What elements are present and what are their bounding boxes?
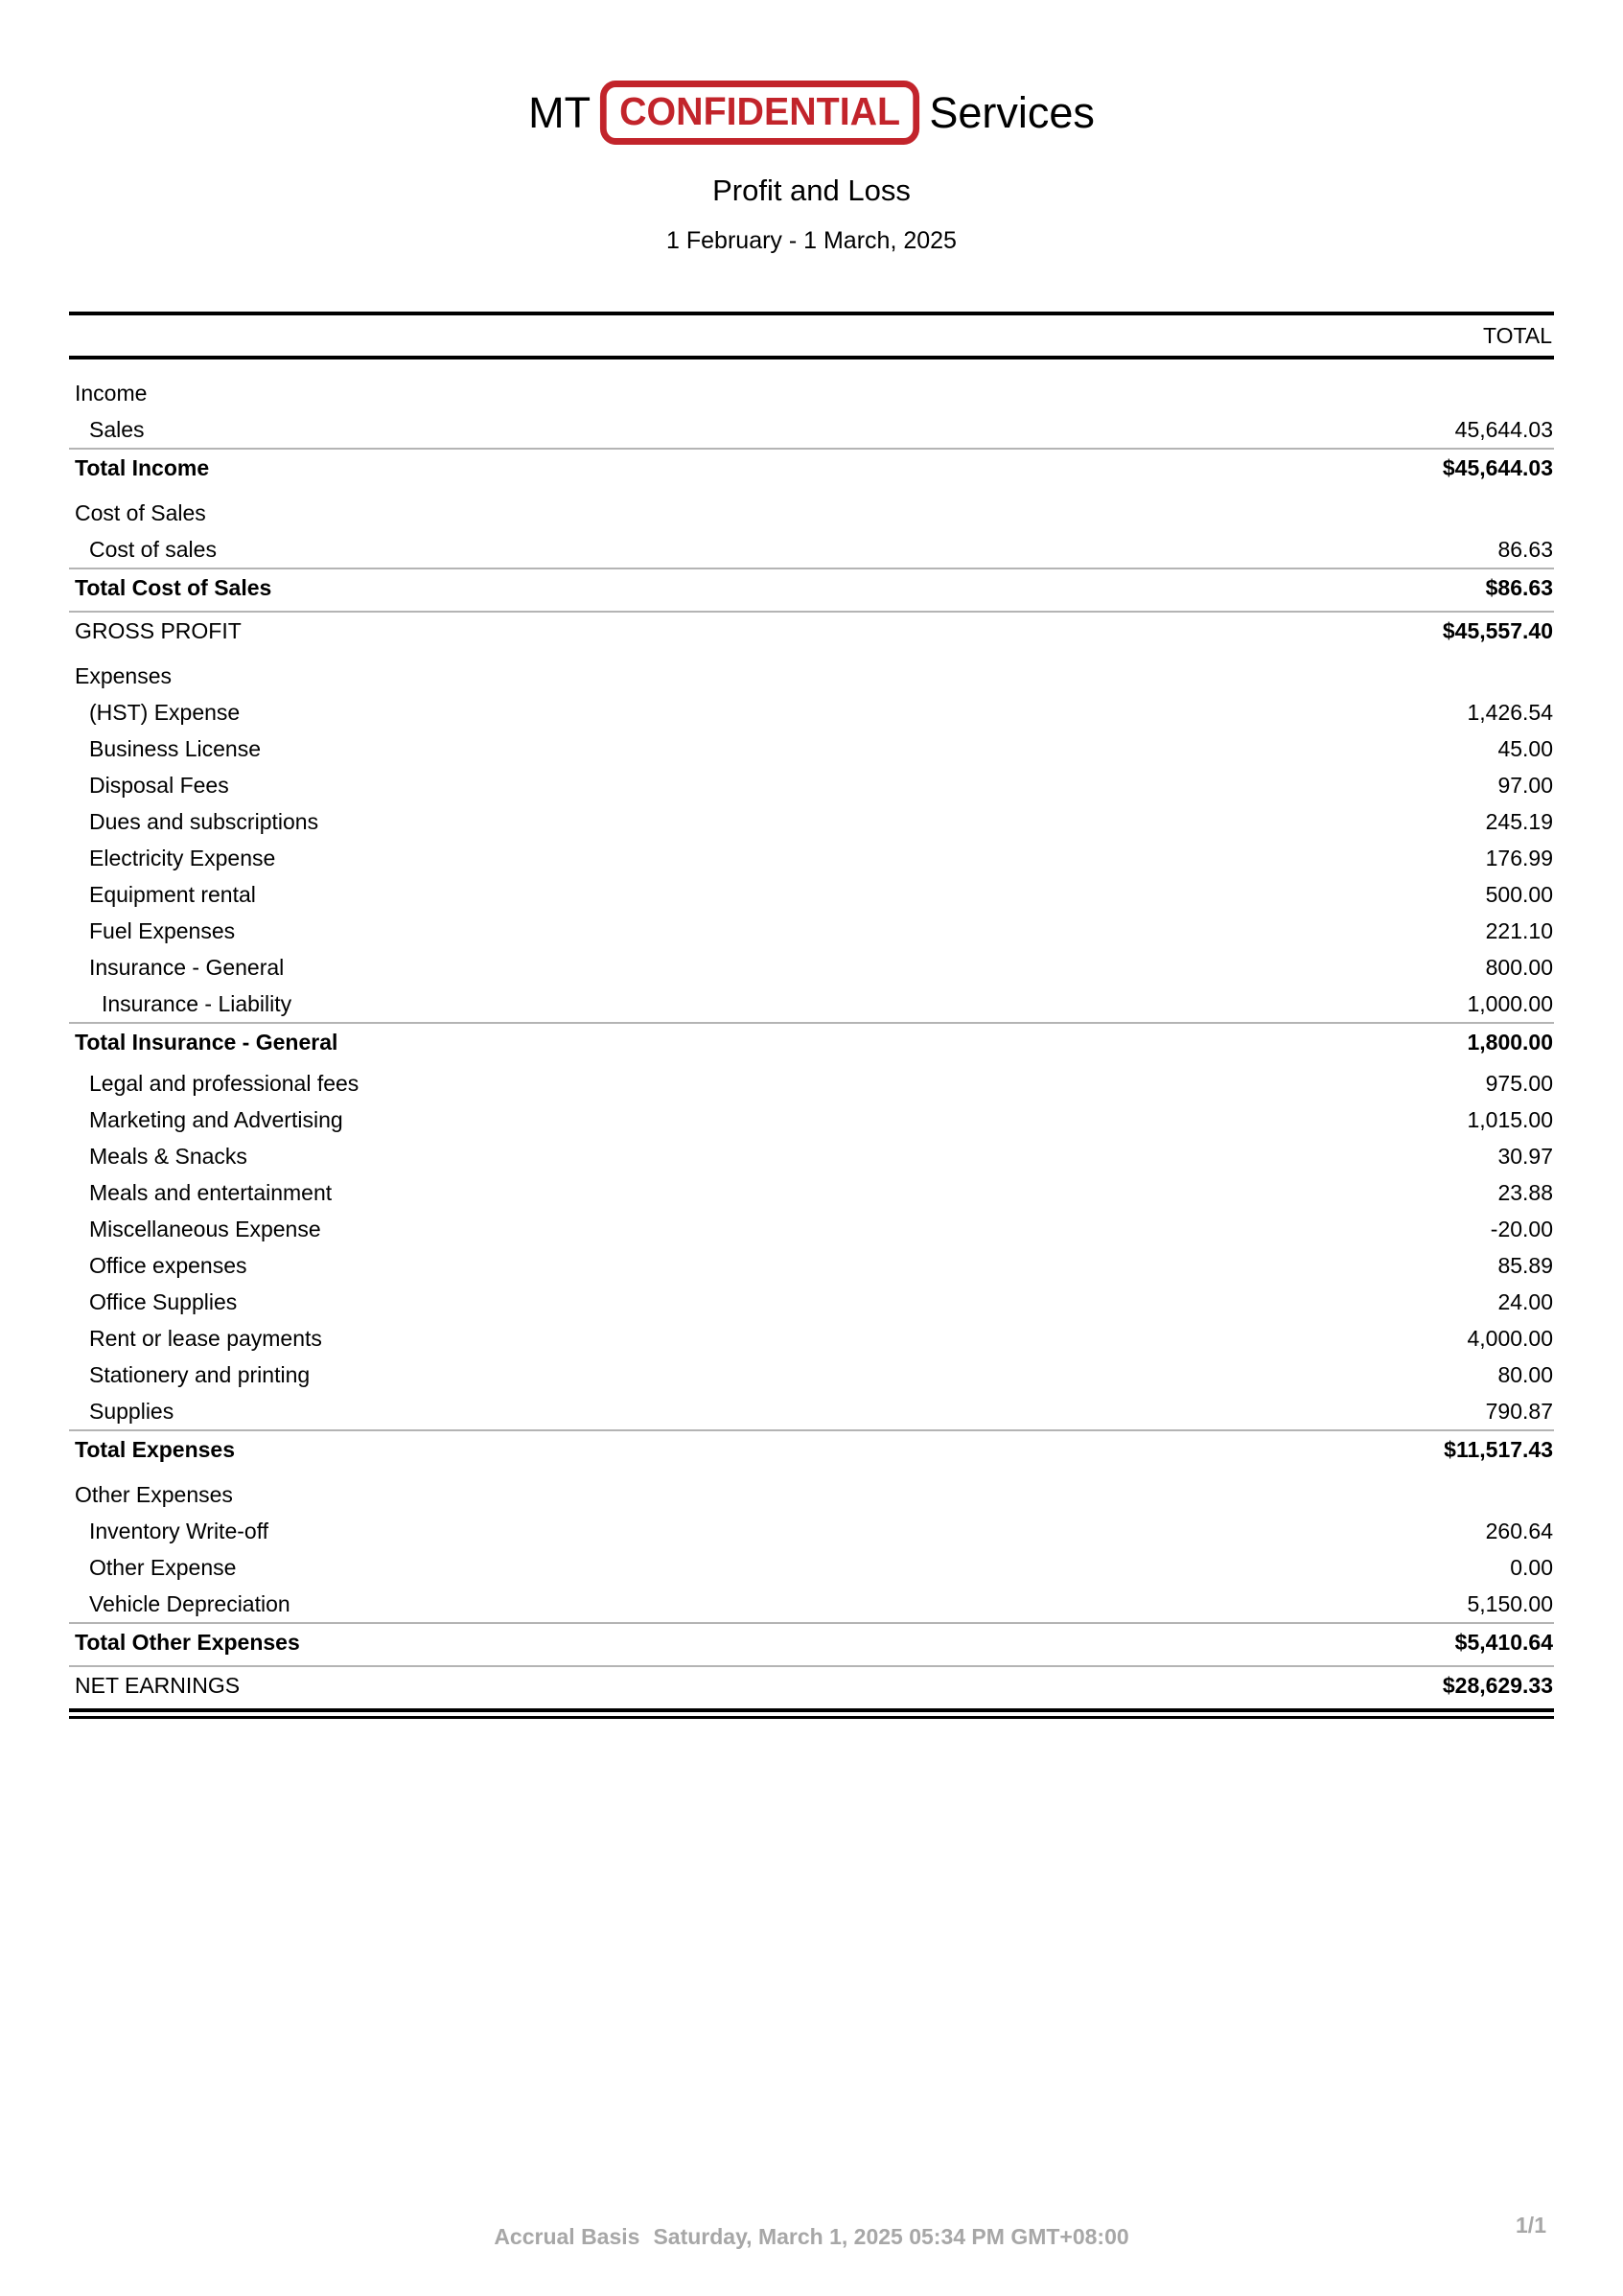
row-value: 5,150.00 — [1467, 1591, 1553, 1616]
row-label: Cost of Sales — [75, 500, 206, 525]
row-value: 800.00 — [1485, 955, 1553, 980]
row-label: Business License — [89, 736, 261, 761]
report-row — [69, 568, 1554, 606]
report-row — [69, 1513, 1554, 1549]
report-row — [69, 876, 1554, 913]
row-label: Sales — [89, 417, 145, 442]
row-label: Cost of sales — [89, 537, 217, 562]
report-row — [69, 411, 1554, 448]
row-label: Stationery and printing — [89, 1362, 311, 1387]
report-row — [69, 986, 1554, 1022]
row-value: 0.00 — [1510, 1555, 1553, 1580]
report-row — [69, 1476, 1554, 1513]
report-row — [69, 1138, 1554, 1174]
row-value: $45,557.40 — [1442, 618, 1553, 643]
row-label: Electricity Expense — [89, 846, 276, 870]
row-value: 1,800.00 — [1467, 1030, 1553, 1055]
report-row — [69, 1174, 1554, 1211]
row-value: $28,629.33 — [1442, 1673, 1553, 1698]
report-footer — [0, 2224, 1623, 2250]
report-row — [69, 840, 1554, 876]
row-value: 790.87 — [1485, 1399, 1553, 1424]
row-label: NET EARNINGS — [75, 1673, 241, 1698]
report-row — [69, 375, 1554, 411]
row-value: 4,000.00 — [1467, 1326, 1553, 1351]
report-row — [69, 1622, 1554, 1660]
row-value: $86.63 — [1485, 575, 1553, 600]
row-value: 245.19 — [1485, 809, 1553, 834]
row-value: 86.63 — [1497, 537, 1553, 562]
row-label: Insurance - General — [89, 955, 285, 980]
row-value: 176.99 — [1485, 846, 1553, 870]
report-row — [69, 913, 1554, 949]
report-table — [69, 312, 1554, 1719]
row-label: Total Insurance - General — [75, 1030, 338, 1055]
report-row — [69, 448, 1554, 486]
row-value: 85.89 — [1497, 1253, 1553, 1278]
report-row — [69, 1102, 1554, 1138]
report-row — [69, 1586, 1554, 1622]
company-name-suffix: Services — [929, 87, 1095, 137]
accrual-basis-label: Accrual Basis — [494, 2224, 640, 2249]
row-value: 24.00 — [1497, 1289, 1553, 1314]
row-label: Total Cost of Sales — [75, 575, 272, 600]
row-value: 45.00 — [1497, 736, 1553, 761]
row-label: Supplies — [89, 1399, 174, 1424]
confidential-stamp: CONFIDENTIAL — [600, 81, 919, 145]
report-row — [69, 1320, 1554, 1357]
row-label: Dues and subscriptions — [89, 809, 319, 834]
report-row — [69, 1211, 1554, 1247]
report-rows — [69, 359, 1554, 1704]
row-label: Total Expenses — [75, 1437, 236, 1462]
row-label: Expenses — [75, 663, 173, 688]
report-date-range: 1 February - 1 March, 2025 — [666, 227, 957, 254]
row-value: 1,426.54 — [1467, 700, 1553, 725]
row-value: 45,644.03 — [1454, 417, 1553, 442]
row-value: $11,517.43 — [1444, 1437, 1553, 1462]
report-row — [69, 1247, 1554, 1284]
total-column-header: TOTAL — [69, 312, 1554, 359]
row-value: $5,410.64 — [1454, 1630, 1553, 1655]
company-name — [0, 81, 1623, 145]
row-label: Office expenses — [89, 1253, 247, 1278]
report-row — [69, 611, 1554, 649]
row-value: 221.10 — [1485, 918, 1553, 943]
report-row — [69, 1284, 1554, 1320]
report-row — [69, 1665, 1554, 1704]
row-value: -20.00 — [1490, 1217, 1553, 1241]
report-row — [69, 767, 1554, 803]
row-label: GROSS PROFIT — [75, 618, 242, 643]
row-label: Meals & Snacks — [89, 1144, 247, 1169]
row-label: Miscellaneous Expense — [89, 1217, 321, 1241]
report-row — [69, 1357, 1554, 1393]
row-label: Inventory Write-off — [89, 1519, 269, 1543]
report-row — [69, 803, 1554, 840]
row-value: 23.88 — [1497, 1180, 1553, 1205]
report-row — [69, 658, 1554, 694]
row-label: Insurance - Liability — [102, 991, 292, 1016]
row-value: $45,644.03 — [1442, 455, 1553, 480]
report-row — [69, 1429, 1554, 1468]
row-value: 260.64 — [1485, 1519, 1553, 1543]
bottom-double-rule — [69, 1708, 1554, 1719]
row-value: 500.00 — [1485, 882, 1553, 907]
row-label: Total Income — [75, 455, 210, 480]
page-number: 1/1 — [1516, 2213, 1546, 2238]
report-row — [69, 694, 1554, 731]
row-label: Other Expense — [89, 1555, 237, 1580]
report-row — [69, 1022, 1554, 1060]
row-label: Vehicle Depreciation — [89, 1591, 290, 1616]
generated-timestamp: Saturday, March 1, 2025 05:34 PM GMT+08:00 — [653, 2224, 1129, 2249]
row-label: Other Expenses — [75, 1482, 233, 1507]
report-row — [69, 731, 1554, 767]
row-label: Legal and professional fees — [89, 1071, 359, 1096]
row-label: Marketing and Advertising — [89, 1107, 343, 1132]
company-name-prefix: MT — [528, 87, 591, 137]
row-label: Income — [75, 381, 148, 406]
row-label: Total Other Expenses — [75, 1630, 300, 1655]
row-label: Fuel Expenses — [89, 918, 236, 943]
row-label: Meals and entertainment — [89, 1180, 333, 1205]
row-value: 975.00 — [1485, 1071, 1553, 1096]
row-label: Equipment rental — [89, 882, 256, 907]
row-label: Office Supplies — [89, 1289, 238, 1314]
report-row — [69, 1065, 1554, 1102]
report-row — [69, 495, 1554, 531]
report-title: Profit and Loss — [712, 174, 911, 207]
row-value: 30.97 — [1497, 1144, 1553, 1169]
row-value: 1,015.00 — [1467, 1107, 1553, 1132]
row-value: 80.00 — [1497, 1362, 1553, 1387]
row-value: 97.00 — [1497, 773, 1553, 798]
report-row — [69, 1549, 1554, 1586]
report-header — [0, 0, 1623, 255]
row-label: Disposal Fees — [89, 773, 229, 798]
report-row — [69, 949, 1554, 986]
row-label: Rent or lease payments — [89, 1326, 322, 1351]
report-row — [69, 1393, 1554, 1429]
row-value: 1,000.00 — [1467, 991, 1553, 1016]
row-label: (HST) Expense — [89, 700, 241, 725]
report-row — [69, 531, 1554, 568]
